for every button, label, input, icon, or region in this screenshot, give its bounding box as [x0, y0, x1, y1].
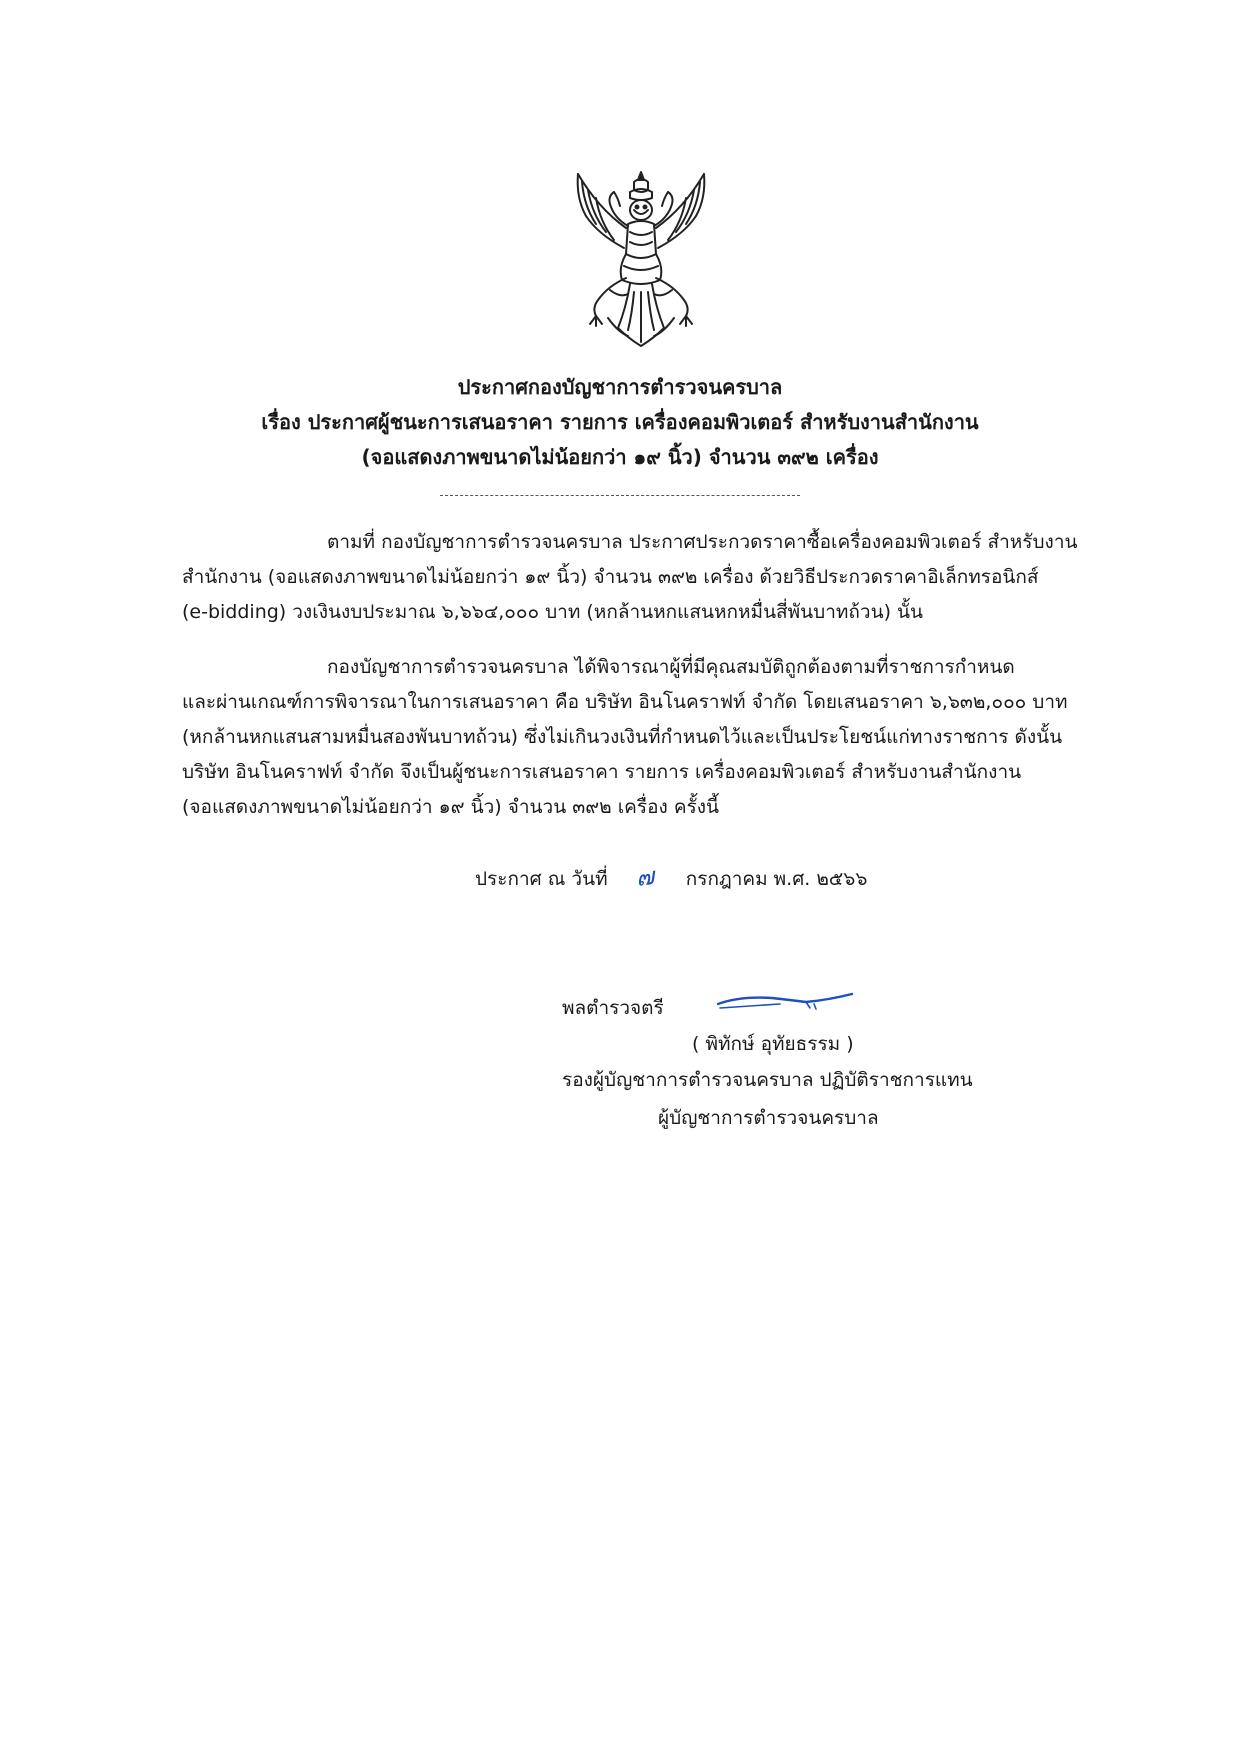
paragraph-1-line-3: (e-bidding) วงเงินงบประมาณ ๖,๖๖๔,๐๐๐ บาท (หกล้านหกแสนหกหมื่นสี่พันบาทถ้วน) นั้น	[182, 601, 924, 623]
signature-rank: พลตำรวจตรี	[562, 997, 664, 1019]
paragraph-2-line-4: บริษัท อินโนคราฟท์ จำกัด จึงเป็นผู้ชนะการเสนอราคา รายการ เครื่องคอมพิวเตอร์ สำหรับงานสำนักงาน	[182, 761, 1022, 783]
heading-line-3: (จอแสดงภาพขนาดไม่น้อยกว่า ๑๙ นิ้ว) จำนวน ๓๙๒ เครื่อง	[361, 445, 879, 469]
announcement-date-prefix: ประกาศ ณ วันที่	[475, 868, 608, 890]
signature-position-line-2: ผู้บัญชาการตำรวจนครบาล	[658, 1107, 879, 1129]
signature-position-line-1: รองผู้บัญชาการตำรวจนครบาล ปฏิบัติราชการแทน	[562, 1069, 973, 1091]
heading-separator	[440, 495, 800, 496]
garuda-emblem-icon	[568, 168, 714, 352]
paragraph-1-line-1: ตามที่ กองบัญชาการตำรวจนครบาล ประกาศประกวดราคาซื้อเครื่องคอมพิวเตอร์ สำหรับงาน	[327, 531, 1078, 553]
announcement-month-year: กรกฎาคม พ.ศ. ๒๕๖๖	[685, 868, 868, 890]
paragraph-2-line-5: (จอแสดงภาพขนาดไม่น้อยกว่า ๑๙ นิ้ว) จำนวน ๓๙๒ เครื่อง ครั้งนี้	[182, 796, 720, 818]
announcement-heading	[0, 370, 1240, 475]
heading-line-2: เรื่อง ประกาศผู้ชนะการเสนอราคา รายการ เครื่องคอมพิวเตอร์ สำหรับงานสำนักงาน	[261, 410, 979, 434]
heading-line-1: ประกาศกองบัญชาการตำรวจนครบาล	[457, 375, 783, 399]
paragraph-2-line-2: และผ่านเกณฑ์การพิจารณาในการเสนอราคา คือ บริษัท อินโนคราฟท์ จำกัด โดยเสนอราคา ๖,๖๓๒,๐๐๐ บาท	[182, 691, 1068, 713]
signature-name: ( พิทักษ์ อุทัยธรรม )	[692, 1033, 854, 1055]
announcement-date	[475, 860, 867, 897]
paragraph-1-line-2: สำนักงาน (จอแสดงภาพขนาดไม่น้อยกว่า ๑๙ นิ้ว) จำนวน ๓๙๒ เครื่อง ด้วยวิธีประกวดราคาอิเล็กทรอนิกส์	[182, 566, 1039, 588]
paragraph-2-line-3: (หกล้านหกแสนสามหมื่นสองพันบาทถ้วน) ซึ่งไม่เกินวงเงินที่กำหนดไว้และเป็นประโยชน์แก่ทางราชการ ดังนั้น	[182, 726, 1063, 748]
announcement-day-handwritten: ๗	[634, 862, 656, 892]
paragraph-2-line-1: กองบัญชาการตำรวจนครบาล ได้พิจารณาผู้ที่มีคุณสมบัติถูกต้องตามที่ราชการกำหนด	[327, 656, 1015, 678]
paragraph-2	[182, 650, 1122, 825]
paragraph-1	[182, 525, 1122, 630]
signature-scribble-icon	[710, 982, 860, 1022]
